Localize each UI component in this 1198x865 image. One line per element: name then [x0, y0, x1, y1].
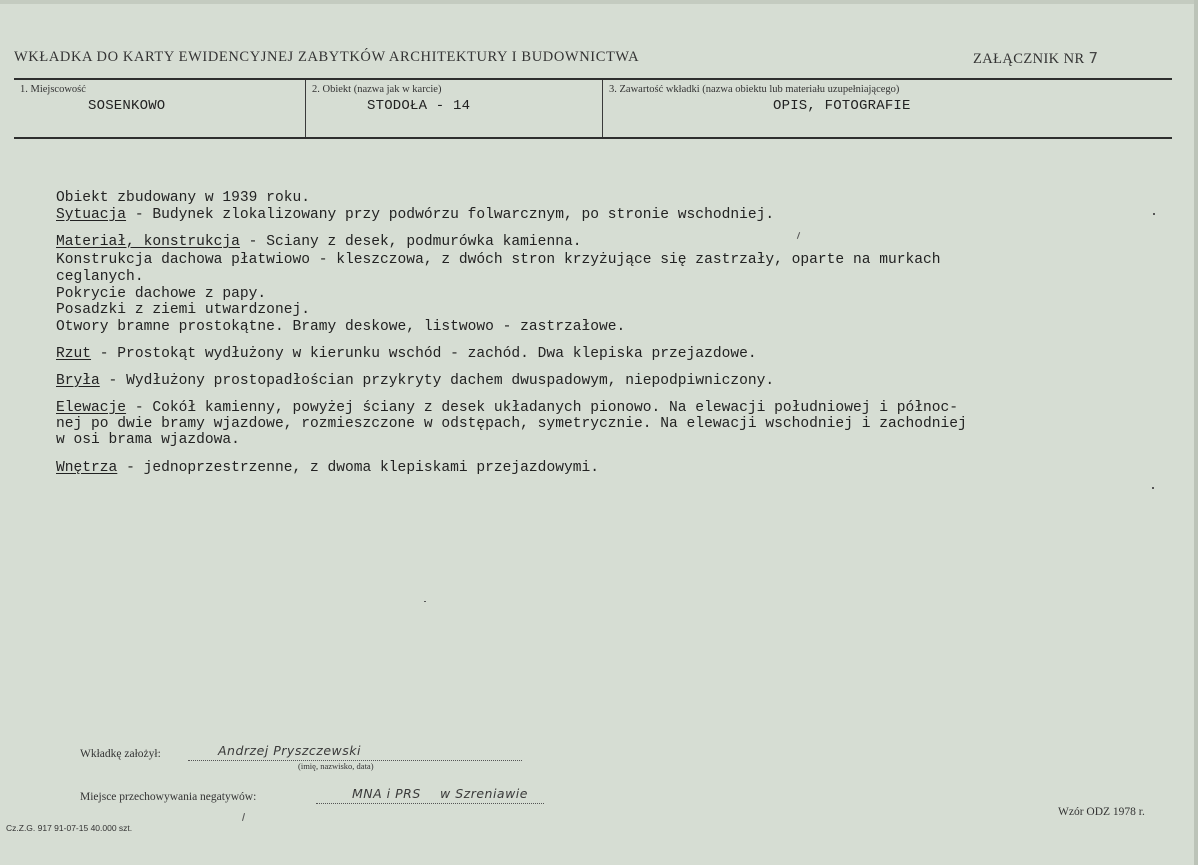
paper-speck — [1152, 487, 1154, 489]
elevations-text: - Cokół kamienny, powyżej ściany z desek układanych pionowo. Na elewacji południowej i północ- — [126, 400, 959, 416]
text-line-mass — [56, 373, 774, 389]
material-text: - Sciany z desek, podmurówka kamienna. — [239, 234, 582, 250]
attachment-label: ZAŁĄCZNIK NR — [973, 51, 1085, 67]
form-template-label: Wzór ODZ 1978 r. — [1058, 806, 1145, 818]
paper-speck — [242, 813, 245, 821]
form-title: WKŁADKA DO KARTY EWIDENCYJNEJ ZABYTKÓW ARCHITEKTURY I BUDOWNICTWA — [14, 49, 640, 65]
paper-speck — [797, 232, 800, 239]
heading-mass: Bryła — [56, 373, 100, 389]
text-line-situation — [56, 207, 774, 223]
plan-text: - Prostokąt wydłużony w kierunku wschód - zachód. Dwa klepiska przejazdowe. — [91, 346, 757, 362]
text-line: Posadzki z ziemi utwardzonej. — [56, 302, 310, 318]
contents-label: 3. Zawartość wkładki (nazwa obiektu lub materiału uzupełniającego) — [609, 84, 900, 95]
negatives-dotted-line — [316, 803, 544, 804]
object-value: STODOŁA - 14 — [367, 98, 471, 114]
contents-value: OPIS, FOTOGRAFIE — [773, 98, 911, 114]
text-line: nej po dwie bramy wjazdowe, rozmieszczone w odstępach, symetrycznie. Na elewacji wschodniej i zachodniej — [56, 416, 967, 432]
heading-situation: Sytuacja — [56, 207, 127, 223]
text-line: w osi brama wjazdowa. — [56, 432, 240, 448]
text-line-material — [56, 234, 581, 250]
text-line: ceglanych. — [56, 269, 144, 285]
negatives-location-1: MNA i PRS — [352, 786, 421, 801]
heading-interior: Wnętrza — [56, 460, 118, 476]
locality-value: SOSENKOWO — [88, 98, 166, 114]
heading-plan: Rzut — [56, 346, 92, 362]
text-line-plan — [56, 346, 757, 362]
object-label: 2. Obiekt (nazwa jak w karcie) — [312, 84, 442, 95]
heading-material: Materiał, konstrukcja — [56, 234, 240, 250]
print-info: Cz.Z.G. 917 91-07-15 40.000 szt. — [6, 823, 133, 833]
negatives-location-2: w Szreniawie — [440, 786, 528, 801]
negatives-label: Miejsce przechowywania negatywów: — [80, 791, 257, 803]
attachment-number — [973, 49, 1098, 68]
interior-text: - jednoprzestrzenne, z dwoma klepiskami przejazdowymi. — [117, 460, 599, 476]
text-line-elevations — [56, 400, 958, 416]
author-label: Wkładkę założył: — [80, 748, 161, 760]
text-line: Konstrukcja dachowa płatwiowo - kleszczowa, z dwóch stron krzyżujące się zastrzały, oparte na murkach — [56, 252, 941, 268]
header-rule-bottom — [14, 137, 1172, 139]
text-line: Obiekt zbudowany w 1939 roku. — [56, 190, 310, 206]
text-line-interior — [56, 460, 599, 476]
field-divider-1 — [305, 80, 306, 137]
attachment-number-value: 7 — [1088, 49, 1099, 67]
field-divider-2 — [602, 80, 603, 137]
text-line: Pokrycie dachowe z papy. — [56, 286, 267, 302]
paper-speck — [424, 601, 426, 602]
paper-speck — [1153, 213, 1155, 215]
mass-text: - Wydłużony prostopadłościan przykryty dachem dwuspadowym, niepodpiwniczony. — [99, 373, 775, 389]
card-right-edge — [1194, 0, 1198, 865]
heading-elevations: Elewacje — [56, 400, 127, 416]
card-top-edge — [0, 0, 1198, 4]
author-caption: (imię, nazwisko, data) — [298, 761, 374, 771]
author-signature: Andrzej Pryszczewski — [218, 743, 361, 758]
locality-label: 1. Miejscowość — [20, 84, 86, 95]
situation-text: - Budynek zlokalizowany przy podwórzu folwarcznym, po stronie wschodniej. — [126, 207, 775, 223]
header-rule-top — [14, 78, 1172, 80]
text-line: Otwory bramne prostokątne. Bramy deskowe, listwowo - zastrzałowe. — [56, 319, 626, 335]
